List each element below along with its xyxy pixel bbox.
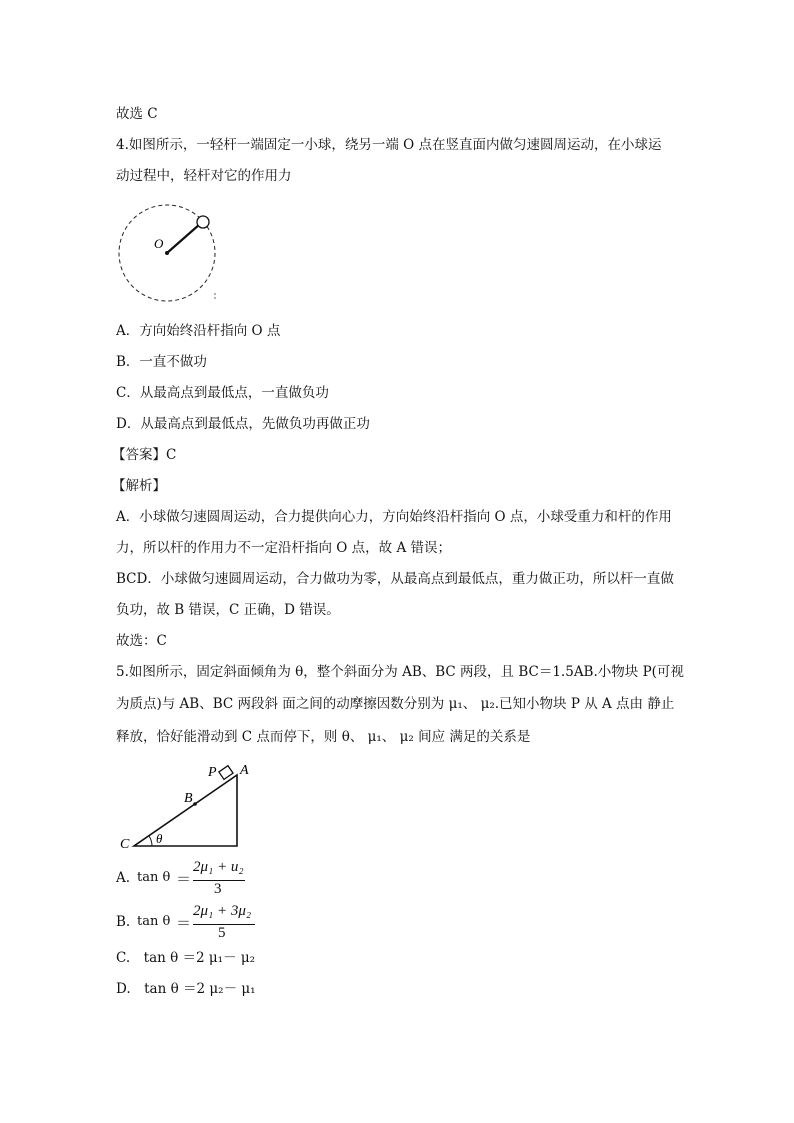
- q5-option-a-label: A.: [116, 870, 131, 886]
- q4-option-b: B．一直不做功: [116, 354, 207, 370]
- speck: [214, 297, 216, 299]
- label-theta: θ: [156, 831, 163, 846]
- label-A: A: [240, 763, 249, 778]
- light-rod: [167, 224, 200, 253]
- q5-option-a-numerator: 2μ₁ + u₂: [193, 859, 244, 875]
- answer-line: 【答案】C: [112, 447, 177, 463]
- speck: [214, 293, 216, 295]
- q5-option-c: C. tan θ ＝2 μ₁－ μ₂: [116, 950, 256, 966]
- incline-figure: [112, 760, 272, 852]
- label-B: B: [184, 791, 193, 806]
- q5-option-a-lhs: tan θ: [137, 870, 171, 885]
- q5-option-a-denominator: 3: [214, 881, 222, 897]
- analysis-line-4: 负功，故 B 错误，C 正确，D 错误。: [116, 602, 340, 618]
- incline-triangle: [134, 775, 237, 846]
- circle-figure: [110, 198, 230, 308]
- analysis-heading: 【解析】: [112, 478, 166, 494]
- theta-arc: [149, 836, 152, 846]
- conclusion-line-1: 故选 C: [116, 106, 158, 122]
- label-P: P: [208, 765, 217, 780]
- question-4-line-1: 4.如图所示，一轻杆一端固定一小球，绕另一端 O 点在竖直面内做匀速圆周运动，在小球运: [116, 137, 662, 153]
- q5-option-b-label: B.: [116, 914, 131, 930]
- q4-option-a: A．方向始终沿杆指向 O 点: [116, 323, 281, 339]
- label-C: C: [120, 837, 130, 852]
- analysis-line-3: BCD．小球做匀速圆周运动，合力做功为零，从最高点到最低点，重力做正功，所以杆一直做: [116, 571, 674, 587]
- q5-option-b-lhs: tan θ: [137, 914, 171, 929]
- q4-option-c: C．从最高点到最低点，一直做负功: [116, 385, 329, 401]
- conclusion-line-2: 故选：C: [116, 633, 167, 649]
- question-5-line-2: 为质点)与 AB、BC 两段斜 面之间的动摩擦因数分别为 μ₁、 μ₂.已知小物块 P 从 A 点由 静止: [116, 696, 675, 712]
- question-4-line-2: 动过程中，轻杆对它的作用力: [116, 168, 292, 184]
- point-B: [193, 802, 197, 806]
- q5-option-b-equals: ＝: [176, 914, 192, 932]
- q5-option-d: D. tan θ ＝2 μ₂－ μ₁: [116, 981, 256, 997]
- q4-option-d: D．从最高点到最低点，先做负功再做正功: [116, 416, 370, 432]
- analysis-line-2: 力，所以杆的作用力不一定沿杆指向 O 点，故 A 错误；: [116, 540, 451, 556]
- block-P: [219, 766, 233, 780]
- question-5-line-1: 5.如图所示，固定斜面倾角为 θ，整个斜面分为 AB、BC 两段，且 BC＝1.5AB.小物块 P(可视: [116, 664, 684, 680]
- label-O: O: [154, 236, 164, 251]
- q5-option-b-numerator: 2μ₁ + 3μ₂: [193, 903, 252, 919]
- analysis-line-1: A．小球做匀速圆周运动，合力提供向心力，方向始终沿杆指向 O 点，小球受重力和杆的作用: [116, 509, 672, 525]
- q5-option-a-equals: ＝: [176, 870, 192, 888]
- small-ball: [197, 216, 209, 228]
- pivot-point: [165, 251, 169, 255]
- q5-option-b-denominator: 5: [218, 925, 226, 941]
- question-5-line-3: 释放，恰好能滑动到 C 点而停下，则 θ、 μ₁、 μ₂ 间应 满足的关系是: [116, 729, 531, 745]
